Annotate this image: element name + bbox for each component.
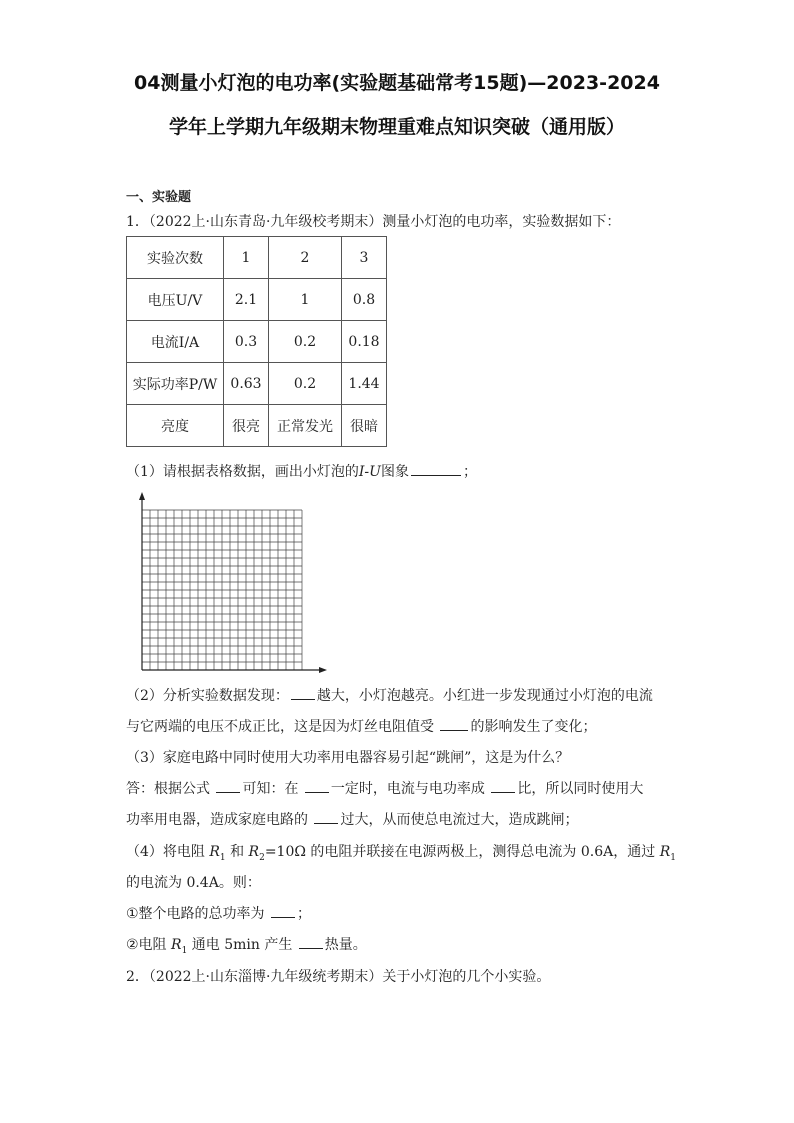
table-cell: 1 (224, 237, 269, 279)
text-run: 越大，小灯泡越亮。小红进一步发现通过小灯泡的电流 (316, 688, 653, 704)
table-cell: 0.3 (224, 321, 269, 363)
question-1-part-3-line-3 (126, 809, 578, 829)
table-cell: 3 (342, 237, 387, 279)
table-cell: 0.63 (224, 363, 269, 405)
table-cell: 电流I/A (127, 321, 224, 363)
text-run: ①整个电路的总功率为 (126, 906, 270, 922)
text-run: 图象 (380, 464, 409, 480)
subscript: 1 (219, 852, 226, 863)
question-1-part-2-line-2 (126, 716, 596, 736)
subscript: 1 (670, 852, 676, 863)
grid-lines (142, 510, 302, 670)
question-1-stem: 1．（2022上·山东青岛·九年级校考期末）测量小灯泡的电功率，实验数据如下： (126, 214, 621, 230)
text-run: ； (297, 906, 312, 922)
table-cell: 实验次数 (127, 237, 224, 279)
question-1-part-3-line-1: （3）家庭电路中同时使用大功率用电器容易引起“跳闸”，这是为什么？ (126, 750, 570, 766)
answer-blank[interactable] (216, 778, 240, 793)
answer-blank[interactable] (299, 934, 323, 949)
question-1-part-4-item-2 (126, 934, 367, 956)
answer-blank[interactable] (440, 716, 468, 731)
text-run: 与它两端的电压不成正比，这是因为灯丝电阻值受 (126, 719, 439, 735)
iu-graph-grid (126, 486, 332, 676)
italic-symbol: R (209, 844, 220, 860)
text-run: 通电 5min 产生 (187, 937, 297, 953)
section-heading: 一、实验题 (126, 190, 192, 205)
table-cell: 0.2 (269, 363, 342, 405)
table-cell: 1 (269, 279, 342, 321)
text-run: （1）请根据表格数据，画出小灯泡的 (126, 464, 359, 480)
text-run: =10Ω 的电阻并联接在电源两极上，测得总电流为 0.6A，通过 (264, 844, 660, 860)
question-1-part-4-line-2: 的电流为 0.4A。则： (126, 875, 261, 891)
text-run: （2）分析实验数据发现： (126, 688, 289, 704)
italic-symbol: R (248, 844, 260, 860)
y-axis-arrow (139, 492, 145, 500)
italic-symbol: R (171, 937, 182, 953)
subscript: 2 (259, 852, 265, 863)
table-cell: 0.2 (269, 321, 342, 363)
text-run: 功率用电器，造成家庭电路的 (126, 812, 313, 828)
text-run: 答：根据公式 (126, 781, 215, 797)
document-title-line-2: 学年上学期九年级期末物理重难点知识突破（通用版） (168, 116, 625, 138)
answer-blank[interactable] (411, 461, 461, 476)
table-cell: 很亮 (224, 405, 269, 447)
text-run: 可知：在 (242, 781, 303, 797)
text-run: （4）将电阻 (126, 844, 210, 860)
question-1-part-3-line-2 (126, 778, 643, 798)
x-axis-arrow (319, 667, 327, 673)
answer-blank[interactable] (305, 778, 329, 793)
text-run: ②电阻 (126, 937, 172, 953)
table-cell: 很暗 (342, 405, 387, 447)
document-title-line-1: 04测量小灯泡的电功率(实验题基础常考15题)—2023-2024 (134, 72, 660, 94)
table-cell: 1.44 (342, 363, 387, 405)
text-run: 一定时，电流与电功率成 (330, 781, 490, 797)
question-2-stem: 2．（2022上·山东淄博·九年级统考期末）关于小灯泡的几个小实验。 (126, 969, 551, 985)
answer-blank[interactable] (271, 903, 295, 918)
text-run: 和 (225, 844, 249, 860)
table-row (127, 321, 387, 363)
question-1-part-1 (126, 461, 477, 481)
table-row (127, 279, 387, 321)
italic-symbol: R (659, 844, 671, 860)
table-cell: 2.1 (224, 279, 269, 321)
table-row (127, 405, 387, 447)
italic-symbol: I-U (358, 464, 381, 480)
text-run: 热量。 (324, 937, 367, 953)
answer-blank[interactable] (314, 809, 338, 824)
subscript: 1 (181, 945, 188, 956)
text-run: ； (462, 464, 477, 480)
table-cell: 实际功率P/W (127, 363, 224, 405)
answer-blank[interactable] (491, 778, 515, 793)
data-table (126, 236, 387, 447)
table-cell: 亮度 (127, 405, 224, 447)
table-cell: 正常发光 (269, 405, 342, 447)
question-1-part-4-line-1 (126, 841, 676, 863)
text-run: 比，所以同时使用大 (517, 781, 644, 797)
question-1-part-2-line-1 (126, 685, 653, 705)
table-cell: 0.8 (342, 279, 387, 321)
table-cell: 2 (269, 237, 342, 279)
answer-blank[interactable] (291, 685, 315, 700)
table-row (127, 363, 387, 405)
text-run: 的影响发生了变化； (470, 719, 597, 735)
table-row (127, 237, 387, 279)
question-1-part-4-item-1 (126, 903, 311, 923)
text-run: 过大，从而使总电流过大，造成跳闸； (340, 812, 579, 828)
table-cell: 0.18 (342, 321, 387, 363)
table-cell: 电压U/V (127, 279, 224, 321)
